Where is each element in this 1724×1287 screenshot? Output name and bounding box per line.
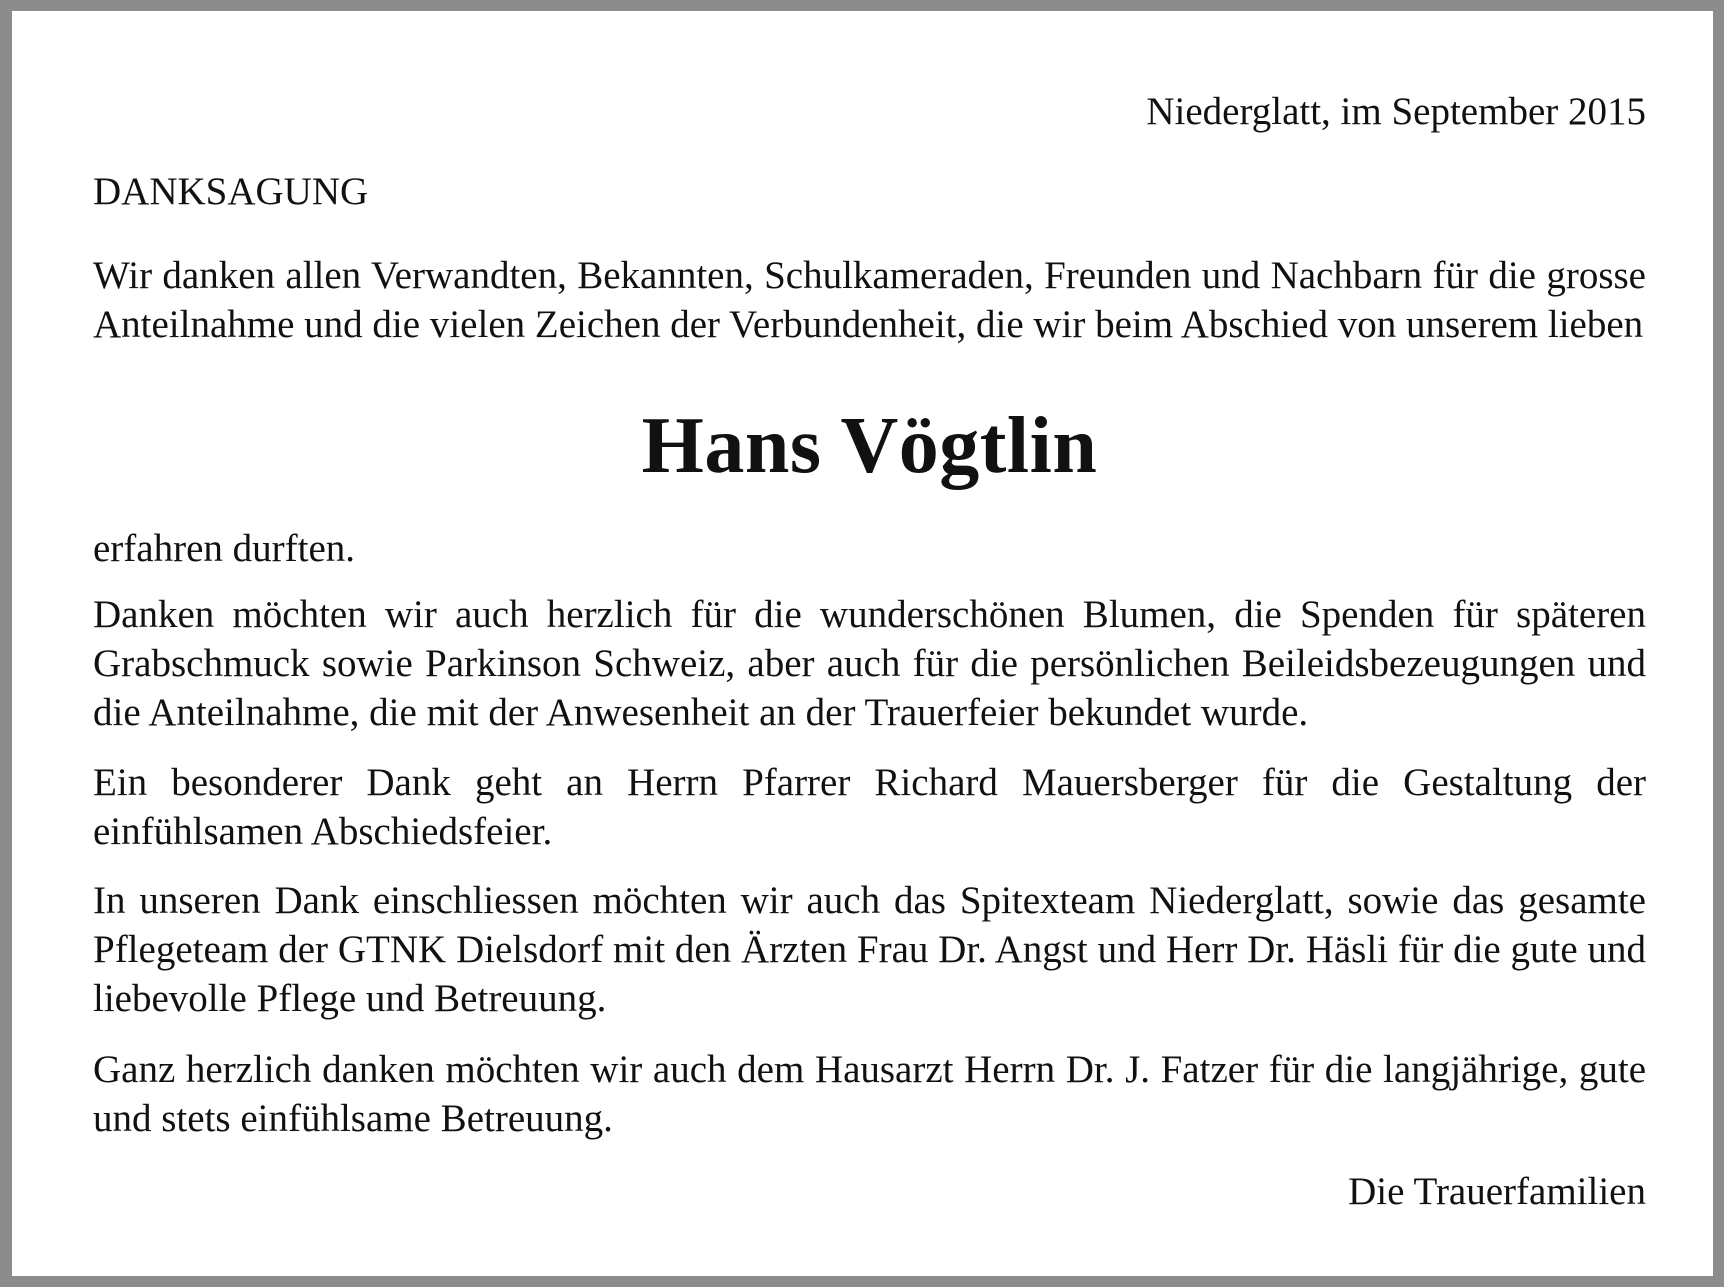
notice-heading: DANKSAGUNG <box>93 170 369 213</box>
thanks-paragraph-flowers: Danken möchten wir auch herzlich für die wunderschönen Blumen, die Spenden für späteren Grabschmuck sowie Parkinson Schweiz, aber auch für die persönlichen Beileidsbezeugungen und die Anteilnahme, die mit der Anwesenheit an der Trauerfeier bekundet wurde. <box>93 593 1646 734</box>
thanks-paragraph-pastor: Ein besonderer Dank geht an Herrn Pfarrer Richard Mauersberger für die Gestaltung der einfühlsamen Abschiedsfeier. <box>93 761 1646 853</box>
notice-page <box>12 11 1713 1276</box>
thanks-paragraph-care-team: In unseren Dank einschliessen möchten wir auch das Spitexteam Niederglatt, sowie das gesamte Pflegeteam der GTNK Dielsdorf mit den Ärzten Frau Dr. Angst und Herr Dr. Häsli für die gute und liebevolle Pflege und Betreuung. <box>93 879 1646 1020</box>
after-name-text: erfahren durften. <box>93 527 356 570</box>
intro-paragraph: Wir danken allen Verwandten, Bekannten, Schulkameraden, Freunden und Nachbarn für die grosse Anteilnahme und die vielen Zeichen der Verbundenheit, die wir beim Abschied von unserem lieben <box>93 254 1646 346</box>
date-line: Niederglatt, im September 2015 <box>1146 90 1646 133</box>
thanks-paragraph-doctor: Ganz herzlich danken möchten wir auch dem Hausarzt Herrn Dr. J. Fatzer für die langjährige, gute und stets einfühlsame Betreuung. <box>93 1048 1646 1140</box>
deceased-name: Hans Vögtlin <box>641 402 1098 490</box>
signature: Die Trauerfamilien <box>1348 1170 1646 1213</box>
